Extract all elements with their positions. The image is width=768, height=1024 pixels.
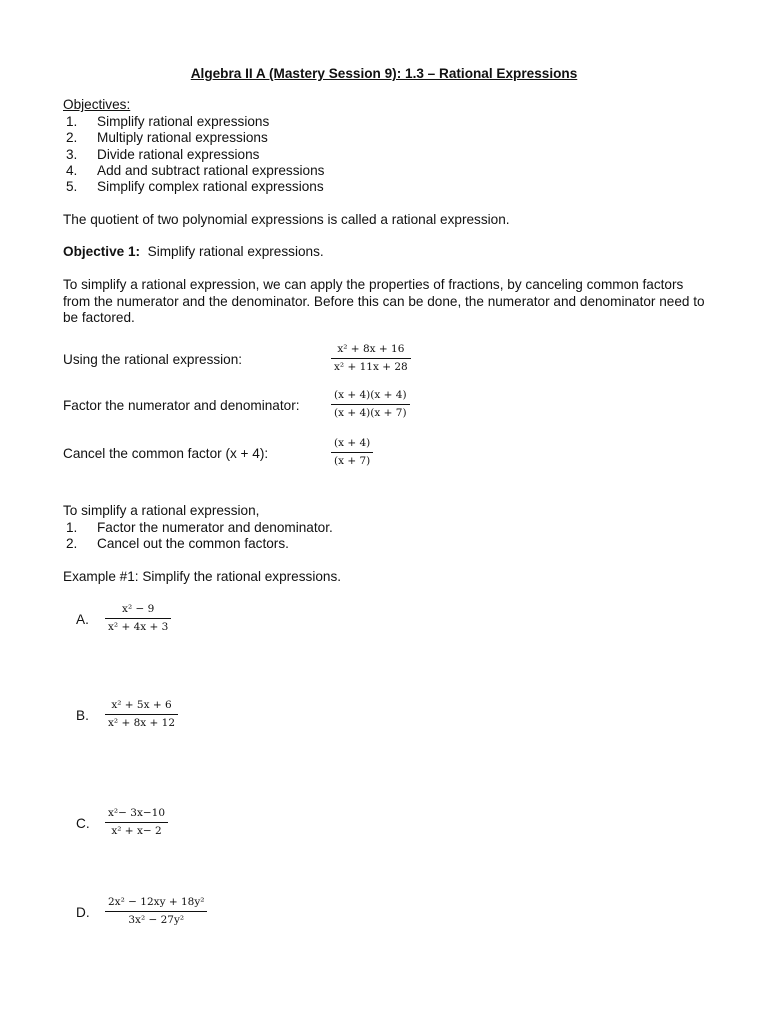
step-fraction [331,343,411,374]
objective-1-label: Objective 1: [63,244,141,259]
objective-number: 3. [66,147,78,162]
objective-item [66,130,268,145]
step-fraction [331,389,410,420]
problem-label: B. [76,708,89,723]
procedure-item [66,536,289,551]
problem-fraction [105,699,178,730]
fraction-numerator: x²− 3x−10 [108,807,166,819]
fraction-numerator: x² + 5x + 6 [111,699,172,711]
procedure-item [66,520,333,535]
example-heading: Example #1: Simplify the rational expressions. [63,569,342,584]
step-fraction [331,437,373,468]
objective-text: Simplify complex rational expressions [97,179,324,194]
objective-number: 4. [66,163,78,178]
fraction-denominator: x² + 8x + 12 [108,717,176,729]
objective-1-text: Simplify rational expressions. [147,244,324,259]
objective-item [66,163,324,178]
problem-label: D. [76,905,90,920]
objective-item [66,114,269,129]
document-title: Algebra II A (Mastery Session 9): 1.3 – Rational Expressions [190,66,578,81]
objective-item [66,147,259,162]
objective-number: 5. [66,179,78,194]
procedure-number: 1. [66,520,78,535]
procedure-intro: To simplify a rational expression, [63,503,260,518]
objective-number: 1. [66,114,78,129]
problem-label: A. [76,612,89,627]
step-label: Cancel the common factor (x + 4): [63,446,269,461]
objective-item [66,179,324,194]
objective-text: Simplify rational expressions [97,114,270,129]
procedure-number: 2. [66,536,78,551]
procedure-text: Factor the numerator and denominator. [97,520,333,535]
fraction-numerator: (x + 4) [334,437,371,449]
fraction-denominator: x² + 11x + 28 [334,361,408,373]
explanation-paragraph: To simplify a rational expression, we can apply the properties of fractions, by canceling common factors from the numerator and the denominator. Before this can be done, the numerator and denominator need to be factored. [63,277,705,325]
fraction-numerator: 2x² − 12xy + 18y² [108,896,205,908]
definition-text: The quotient of two polynomial expressions is called a rational expression. [63,212,510,227]
objective-1-heading [63,244,324,259]
step-label: Using the rational expression: [63,352,243,367]
step-label: Factor the numerator and denominator: [63,398,300,413]
objective-text: Add and subtract rational expressions [97,163,325,178]
objective-text: Multiply rational expressions [97,130,268,145]
problem-label: C. [76,816,90,831]
problem-fraction [105,896,207,927]
procedure-text: Cancel out the common factors. [97,536,289,551]
fraction-denominator: (x + 7) [334,455,371,467]
objective-number: 2. [66,130,78,145]
fraction-denominator: x² + 4x + 3 [108,621,169,633]
problem-fraction [105,603,171,634]
problem-fraction [105,807,168,838]
objectives-heading: Objectives: [63,97,131,112]
fraction-denominator: 3x² − 27y² [128,914,185,926]
fraction-numerator: x² + 8x + 16 [337,343,405,355]
fraction-denominator: x² + x− 2 [111,825,162,837]
fraction-numerator: x² − 9 [122,603,155,615]
objective-text: Divide rational expressions [97,147,260,162]
fraction-numerator: (x + 4)(x + 4) [334,389,407,401]
fraction-denominator: (x + 4)(x + 7) [334,407,407,419]
